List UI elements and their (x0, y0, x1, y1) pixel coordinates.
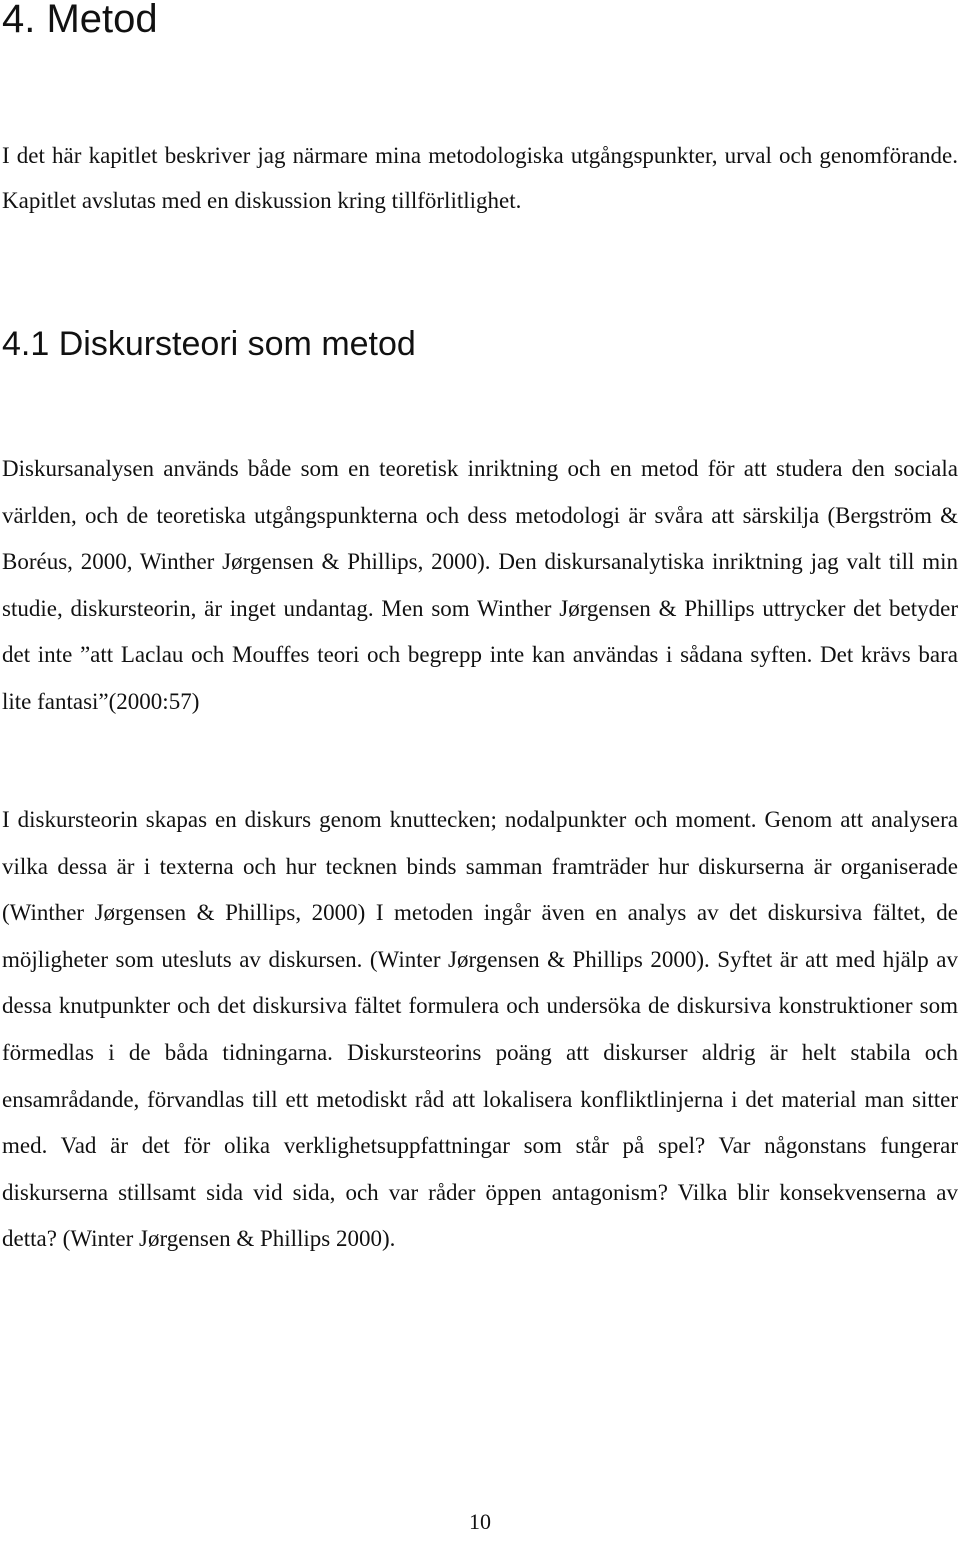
chapter-intro-paragraph: I det här kapitlet beskriver jag närmare mina metodologiska utgångspunkter, urval och genomförande. Kapitlet avslutas med en diskussion kring tillförlitlighet. (2, 143, 958, 213)
section-paragraph-1: Diskursanalysen används både som en teoretisk inriktning och en metod för att studera den sociala världen, och de teoretiska utgångspunkterna och dess metodologi är svåra att särskilja (Bergström & Boréus, 2000, Winther Jørgensen & Phillips, 2000). Den diskursanalytiska inriktning jag valt till min studie, diskursteorin, är inget undantag. Men som Winther Jørgensen & Phillips uttrycker det betyder det inte ”att Laclau och Mouffes teori och begrepp inte kan användas i sådana syften. Det krävs bara lite fantasi”(2000:57) (2, 456, 958, 714)
section-paragraph-2: I diskursteorin skapas en diskurs genom knuttecken; nodalpunkter och moment. Genom att analysera vilka dessa är i texterna och hur tecknen binds samman framträder hur diskurserna är organiserade (Winther Jørgensen & Phillips, 2000) I metoden ingår även en analys av det diskursiva fältet, de möjligheter som utesluts av diskursen. (Winter Jørgensen & Phillips 2000). Syftet är att med hjälp av dessa knutpunkter och det diskursiva fältet formulera och undersöka de diskursiva konstruktioner som förmedlas i de båda tidningarna. Diskursteorins poäng att diskurser aldrig är helt stabila och ensamrådande, förvandlas till ett metodiskt råd att lokalisera konfliktlinjerna i det material man sitter med. Vad är det för olika verklighetsuppfattningar som står på spel? Var någonstans fungerar diskurserna stillsamt sida vid sida, och var råder öppen antagonism? Vilka blir konsekvenserna av detta? (Winter Jørgensen & Phillips 2000). (2, 807, 958, 1252)
section-title: 4.1 Diskursteori som metod (2, 325, 416, 363)
chapter-title: 4. Metod (2, 0, 158, 41)
page-number: 10 (469, 1509, 491, 1534)
